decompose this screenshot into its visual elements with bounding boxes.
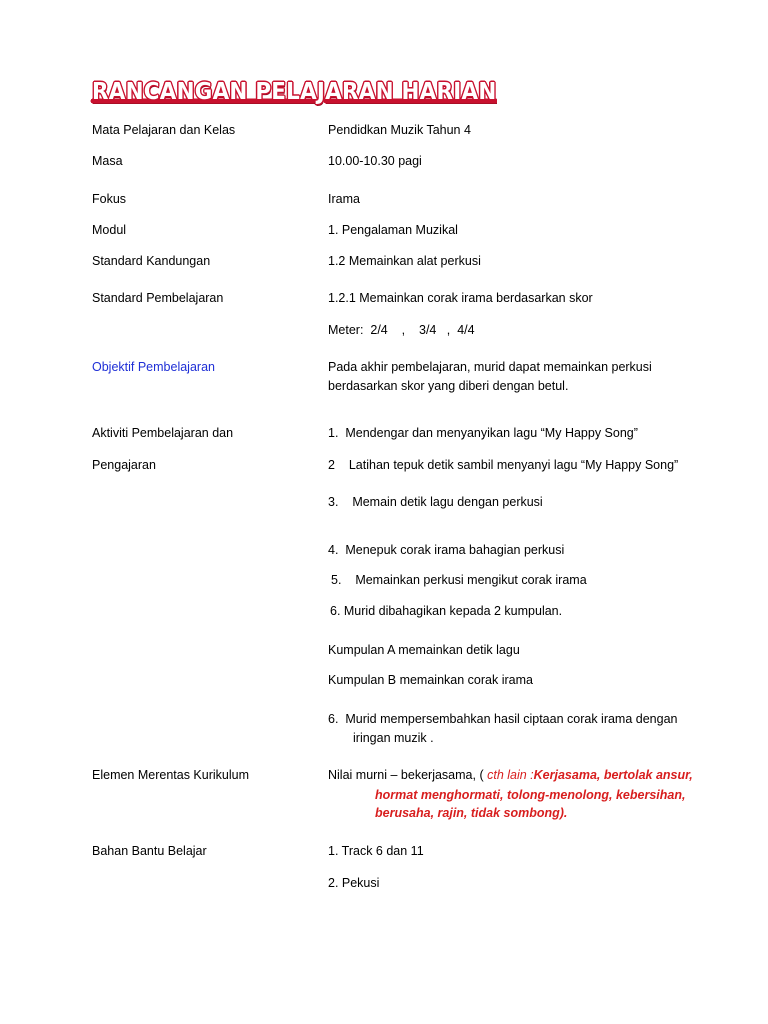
subject-label: Mata Pelajaran dan Kelas [92, 123, 236, 137]
learning-standard-label: Standard Pembelajaran [92, 291, 224, 305]
activity-item: 6. Murid mempersembahkan hasil ciptaan corak irama dengan [328, 712, 678, 726]
objective-line-1: Pada akhir pembelajaran, murid dapat memainkan perkusi [328, 360, 652, 374]
materials-label: Bahan Bantu Belajar [92, 844, 207, 858]
content-standard-value: 1.2 Memainkan alat perkusi [328, 254, 481, 268]
activity-item: 3. Memain detik lagu dengan perkusi [328, 495, 543, 509]
activities-label-line-2: Pengajaran [92, 458, 156, 472]
activity-item-continuation: iringan muzik . [353, 731, 434, 745]
module-value: 1. Pengalaman Muzikal [328, 223, 458, 237]
content-standard-label: Standard Kandungan [92, 254, 211, 268]
group-a-item: Kumpulan A memainkan detik lagu [328, 643, 520, 657]
other-examples-line-1: Kerjasama, bertolak ansur, [533, 768, 693, 782]
cross-curricular-label: Elemen Merentas Kurikulum [92, 768, 250, 782]
group-b-item: Kumpulan B memainkan corak irama [328, 673, 533, 687]
page-title: RANCANGAN PELAJARAN HARIAN [92, 79, 497, 105]
subject-value: Pendidkan Muzik Tahun 4 [328, 123, 471, 137]
other-examples-intro: cth lain : [487, 768, 534, 782]
focus-value: Irama [328, 192, 360, 206]
activity-item: 1. Mendengar dan menyanyikan lagu “My Happy Song” [328, 426, 638, 440]
module-label: Modul [92, 223, 127, 237]
time-label: Masa [92, 154, 123, 168]
material-item: 1. Track 6 dan 11 [328, 844, 424, 858]
activity-item: 6. Murid dibahagikan kepada 2 kumpulan. [330, 604, 563, 618]
objective-label: Objektif Pembelajaran [92, 360, 215, 374]
other-examples-line-3: berusaha, rajin, tidak sombong). [375, 806, 568, 820]
meter-value: Meter: 2/4 , 3/4 , 4/4 [328, 323, 475, 337]
activity-item: 2 Latihan tepuk detik sambil menyanyi lagu “My Happy Song” [328, 458, 679, 472]
time-value: 10.00-10.30 pagi [328, 154, 422, 168]
learning-standard-value: 1.2.1 Memainkan corak irama berdasarkan skor [328, 291, 593, 305]
moral-values-text: Nilai murni – bekerjasama, ( [328, 768, 488, 782]
activities-label-line-1: Aktiviti Pembelajaran dan [92, 426, 234, 440]
activity-item: 4. Menepuk corak irama bahagian perkusi [328, 543, 565, 557]
objective-line-2: berdasarkan skor yang diberi dengan betul. [328, 379, 569, 393]
cross-curricular-value [328, 766, 693, 784]
focus-label: Fokus [92, 192, 127, 206]
other-examples-line-2: hormat menghormati, tolong-menolong, kebersihan, [375, 788, 686, 802]
material-item: 2. Pekusi [328, 876, 380, 890]
activity-item: 5. Memainkan perkusi mengikut corak irama [331, 573, 587, 587]
